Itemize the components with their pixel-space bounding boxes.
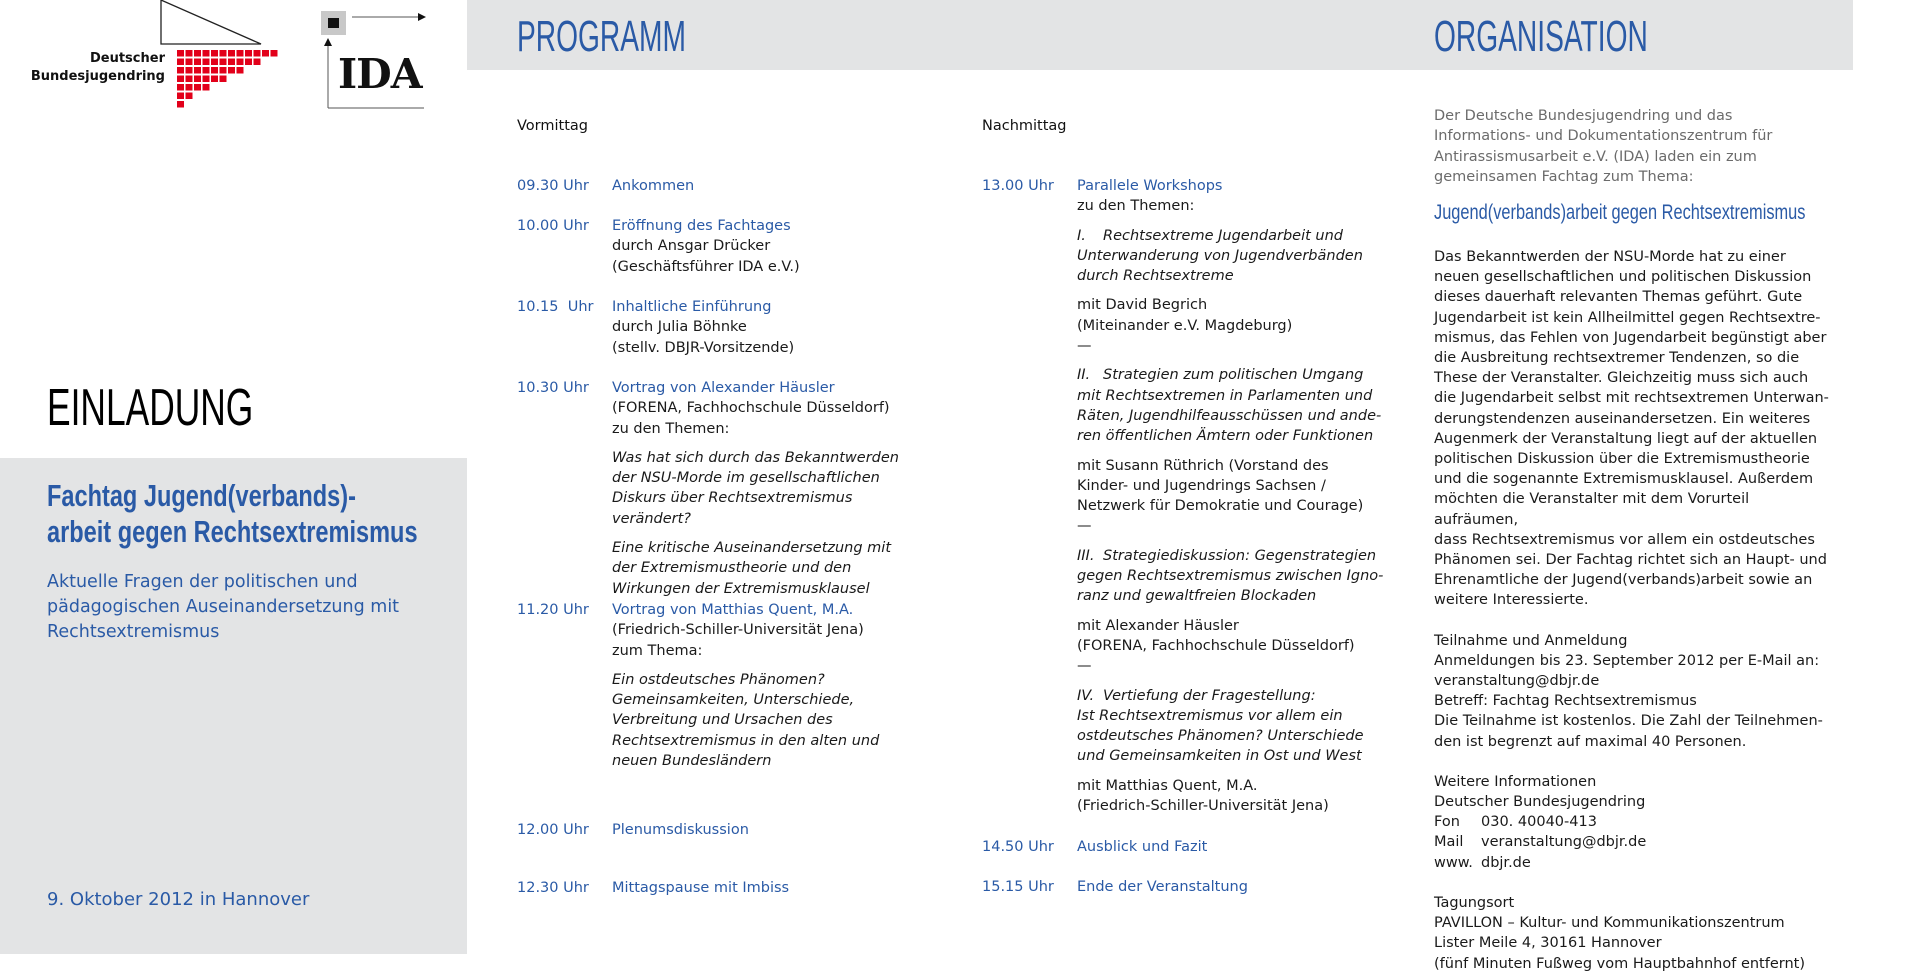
entry-title: Vortrag von Alexander Häusler — [612, 380, 835, 396]
workshop-topic-line: ren öffentlichen Ämtern oder Funktionen — [1077, 428, 1374, 445]
programm-title — [517, 14, 781, 60]
dbjr-logo-square — [254, 59, 261, 66]
workshop-topic-line: und Gemeinsamkeiten in Ost und West — [1077, 748, 1362, 765]
dbjr-logo-square — [186, 76, 193, 83]
contact-key: Fon — [1434, 814, 1460, 831]
dbjr-logo-square — [186, 67, 193, 74]
organisation-subtitle — [1434, 200, 1910, 226]
organisation-body — [1434, 247, 1834, 974]
dbjr-logo-square — [177, 50, 184, 57]
workshop-item — [1077, 226, 1402, 357]
schedule-entry-workshops — [982, 176, 1402, 816]
venue-heading: Tagungsort — [1434, 894, 1515, 911]
organisation-intro — [1434, 106, 1824, 187]
dbjr-logo-square — [203, 50, 210, 57]
registration-line: Betreff: Fachtag Rechtsextremismus — [1434, 693, 1697, 710]
dbjr-logo-square — [177, 84, 184, 91]
registration-email[interactable]: veranstaltung@dbjr.de — [1434, 673, 1600, 690]
workshop-item — [1077, 546, 1402, 677]
registration-section — [1434, 631, 1834, 752]
workshop-topic-line: Strategien zum politischen Umgang — [1103, 367, 1364, 384]
workshop-topic-line: mit Rechtsextremen in Parlamenten und — [1077, 387, 1373, 404]
info-section — [1434, 772, 1834, 873]
nachmittag-label: Nachmittag — [982, 118, 1067, 134]
dbjr-logo-square — [186, 93, 193, 100]
dbjr-logo-square — [211, 67, 218, 74]
event-subtitle: Aktuelle Fragen der politischen und pädagogischen Auseinandersetzung mit Rechtsextremismus — [47, 572, 400, 642]
registration-line: Anmeldungen bis 23. September 2012 per E-Mail an: — [1434, 652, 1820, 669]
invitation-heading-text: EINLADUNG — [47, 379, 254, 437]
schedule-entry — [517, 297, 917, 358]
description-line: mismus, das Fehlen von Jugendarbeit begünstigt aber — [1434, 329, 1827, 346]
invitation-heading — [47, 379, 350, 437]
workshop-topic — [1077, 686, 1402, 706]
entry-title: Ausblick und Fazit — [1077, 839, 1208, 855]
workshop-topic — [1077, 365, 1402, 385]
entry-time: 12.30 Uhr — [517, 880, 589, 896]
entry-title: Vortrag von Matthias Quent, M.A. — [612, 602, 854, 618]
schedule-entry — [517, 378, 917, 599]
venue-line: Lister Meile 4, 30161 Hannover — [1434, 935, 1662, 952]
schedule-entry — [517, 820, 917, 840]
dbjr-logo-text — [31, 50, 165, 86]
registration-heading: Teilnahme und Anmeldung — [1434, 632, 1628, 649]
dbjr-logo-square — [203, 59, 210, 66]
contact-phone — [1434, 812, 1834, 832]
dbjr-logo-square — [177, 67, 184, 74]
workshop-topic-line: Räten, Jugendhilfeausschüssen und ande- — [1077, 407, 1382, 424]
workshop-separator: — — [1077, 658, 1092, 675]
ida-logo-text: IDA — [338, 50, 422, 98]
entry-time: 15.15 Uhr — [982, 879, 1054, 895]
contact-key: www. — [1434, 854, 1473, 871]
schedule-entry — [517, 878, 917, 898]
dbjr-logo-square — [237, 50, 244, 57]
workshop-item — [1077, 686, 1402, 817]
dbjr-logo-square — [194, 50, 201, 57]
dbjr-logo-square — [203, 67, 210, 74]
venue-line: PAVILLON – Kultur- und Kommunikationszentrum — [1434, 915, 1785, 932]
venue-section — [1434, 893, 1834, 974]
description-line: die Ausbreitung rechtsextremer Tendenzen, so die — [1434, 350, 1800, 367]
entry-title: Plenumsdiskussion — [612, 822, 749, 838]
dbjr-logo-square — [228, 67, 235, 74]
dbjr-logo-square — [177, 101, 184, 108]
workshop-topic-line: Unterwanderung von Jugendverbänden — [1077, 247, 1363, 264]
workshop-separator: — — [1077, 518, 1092, 535]
description-line: Jugendarbeit ist kein Allheilmittel gegen Rechtsextre- — [1434, 309, 1821, 326]
description-line: Das Bekanntwerden der NSU-Morde hat zu einer — [1434, 249, 1786, 265]
entry-line: zum Thema: — [612, 642, 703, 659]
entry-time: 14.50 Uhr — [982, 839, 1054, 855]
entry-title: Ende der Veranstaltung — [1077, 879, 1248, 895]
dbjr-logo-square — [177, 59, 184, 66]
contact-email-link[interactable]: veranstaltung@dbjr.de — [1481, 834, 1647, 851]
entry-time: 10.30 Uhr — [517, 380, 589, 396]
entry-title: Eröffnung des Fachtages — [612, 218, 791, 234]
programm-title-text: PROGRAMM — [517, 12, 686, 61]
workshop-topic-line: Vertiefung der Fragestellung: — [1103, 687, 1316, 704]
entry-topic: Ein ostdeutsches Phänomen? Gemeinsamkeiten, Unterschiede, Verbreitung und Ursachen des Rechtsextremismus in den alten und neuen Bundesländern — [612, 671, 880, 770]
dbjr-logo-square — [194, 84, 201, 91]
dbjr-logo-square — [194, 59, 201, 66]
dbjr-logo-line2: Bundesjugendring — [30, 69, 165, 84]
info-org: Deutscher Bundesjugendring — [1434, 794, 1646, 811]
workshop-number: IV. — [1077, 687, 1095, 704]
dbjr-logo-square — [220, 50, 227, 57]
entry-line: durch Ansgar Drücker — [612, 238, 771, 255]
contact-mail — [1434, 832, 1834, 852]
dbjr-logo-square — [237, 67, 244, 74]
entry-time: 12.00 Uhr — [517, 822, 589, 838]
registration-line: Die Teilnahme ist kostenlos. Die Zahl der Teilnehmen- — [1434, 713, 1823, 730]
schedule-entry — [982, 877, 1382, 897]
dbjr-logo-square — [228, 59, 235, 66]
workshop-separator: — — [1077, 338, 1092, 355]
description-line: dieses dauerhaft relevanten Themas geführt. Gute — [1434, 289, 1803, 306]
workshop-item — [1077, 365, 1402, 536]
schedule-entry — [517, 176, 917, 196]
entry-time: 13.00 Uhr — [982, 178, 1054, 194]
description-line: derungstendenzen auseinandersetzen. Ein weiteres — [1434, 410, 1811, 427]
entry-topic: Eine kritische Auseinandersetzung mit der Extremismustheorie und den Wirkungen der Extremismusklausel — [612, 540, 892, 597]
workshop-speaker-org: Netzwerk für Demokratie und Courage) — [1077, 498, 1364, 515]
dbjr-logo-square — [177, 76, 184, 83]
intro-line: gemeinsamen Fachtag zum Thema: — [1434, 168, 1694, 185]
description-line: Phänomen sei. Der Fachtag richtet sich an Haupt- und — [1434, 552, 1827, 569]
description-line: These der Veranstalter. Gleichzeitig muss sich auch — [1434, 370, 1809, 387]
workshop-topic-line: durch Rechtsextreme — [1077, 268, 1234, 285]
dbjr-logo-square — [186, 84, 193, 91]
contact-key: Mail — [1434, 834, 1464, 851]
entry-line: (Friedrich-Schiller-Universität Jena) — [612, 622, 864, 639]
entry-topic: Was hat sich durch das Bekanntwerden der NSU-Morde im gesellschaftlichen Diskurs über Rechtsextremismus verändert? — [612, 449, 899, 527]
dbjr-logo-square — [271, 50, 278, 57]
dbjr-logo — [30, 0, 290, 115]
dbjr-logo-square — [177, 93, 184, 100]
intro-line: Informations- und Dokumentationszentrum für — [1434, 128, 1773, 145]
dbjr-logo-square — [237, 59, 244, 66]
dbjr-logo-square — [186, 50, 193, 57]
description-line: Augenmerk der Veranstaltung liegt auf der aktuellen — [1434, 430, 1818, 447]
dbjr-logo-square — [262, 50, 269, 57]
dbjr-logo-square — [194, 76, 201, 83]
entry-line: (stellv. DBJR-Vorsitzende) — [612, 339, 795, 356]
workshop-speaker: mit Alexander Häusler — [1077, 617, 1239, 634]
dbjr-logo-square — [203, 76, 210, 83]
entry-line: zu den Themen: — [612, 420, 730, 437]
schedule-entry — [517, 600, 917, 771]
dbjr-logo-square — [228, 50, 235, 57]
workshop-speaker-org: Kinder- und Jugendrings Sachsen / — [1077, 477, 1326, 494]
event-title — [47, 478, 535, 550]
workshop-topic-line: gegen Rechtsextremismus zwischen Igno- — [1077, 568, 1384, 585]
contact-web — [1434, 853, 1834, 873]
dbjr-logo-square — [211, 50, 218, 57]
dbjr-logo-square — [245, 50, 252, 57]
dbjr-logo-square — [194, 67, 201, 74]
entry-time: 10.15 Uhr — [517, 299, 594, 315]
event-date: 9. Oktober 2012 in Hannover — [47, 889, 310, 910]
workshop-number: I. — [1077, 227, 1086, 244]
venue-line: (fünf Minuten Fußweg vom Hauptbahnhof entfernt) — [1434, 955, 1806, 972]
contact-web-link[interactable]: dbjr.de — [1481, 854, 1531, 871]
workshop-number: II. — [1077, 367, 1091, 384]
workshop-speaker: mit David Begrich — [1077, 297, 1208, 314]
dbjr-logo-square — [220, 59, 227, 66]
organisation-subtitle-text: Jugend(verbands)arbeit gegen Rechtsextremismus — [1434, 201, 1806, 224]
intro-line: Der Deutsche Bundesjugendring und das — [1434, 108, 1733, 124]
dbjr-logo-line1: Deutscher — [89, 51, 165, 66]
entry-title: Ankommen — [612, 178, 695, 194]
description-line: neuen gesellschaftlichen und politischen Diskussion — [1434, 269, 1812, 286]
organisation-title — [1434, 14, 1768, 60]
workshop-speaker: mit Matthias Quent, M.A. — [1077, 777, 1258, 794]
dbjr-logo-square — [186, 59, 193, 66]
workshop-speaker-org: (FORENA, Fachhochschule Düsseldorf) — [1077, 637, 1355, 654]
description-line: Ehrenamtliche der Jugend(verbands)arbeit sowie an — [1434, 572, 1813, 589]
entry-line: durch Julia Böhnke — [612, 319, 747, 336]
workshop-topic-line: ranz und gewaltfreien Blockaden — [1077, 588, 1317, 605]
description-line: politischen Diskussion über die Extremismustheorie — [1434, 451, 1810, 468]
entry-title: Mittagspause mit Imbiss — [612, 880, 790, 896]
description-line: und die sogenannte Extremismusklausel. Außerdem — [1434, 471, 1814, 488]
workshop-speaker-org: (Miteinander e.V. Magdeburg) — [1077, 317, 1293, 334]
entry-line: zu den Themen: — [1077, 198, 1195, 215]
entry-title: Inhaltliche Einführung — [612, 299, 772, 315]
dbjr-logo-square — [203, 84, 210, 91]
info-heading: Weitere Informationen — [1434, 773, 1597, 790]
event-title-line2: arbeit gegen Rechtsextremismus — [47, 514, 418, 549]
event-title-line1: Fachtag Jugend(verbands)- — [47, 478, 356, 513]
schedule-entry — [517, 216, 917, 277]
entry-time: 10.00 Uhr — [517, 218, 589, 234]
workshop-speaker: mit Susann Rüthrich (Vorstand des — [1077, 457, 1329, 474]
workshop-topic-line: Rechtsextreme Jugendarbeit und — [1103, 227, 1343, 244]
description-line: möchten die Veranstalter mit dem Vorurteil aufräumen, — [1434, 491, 1750, 528]
organisation-title-text: ORGANISATION — [1434, 12, 1648, 61]
description-line: dass Rechtsextremismus vor allem ein ostdeutsches — [1434, 531, 1815, 548]
dbjr-logo-square — [245, 59, 252, 66]
intro-line: Antirassismusarbeit e.V. (IDA) laden ein zum — [1434, 148, 1757, 165]
workshop-number: III. — [1077, 547, 1095, 564]
entry-time: 09.30 Uhr — [517, 178, 589, 194]
description-line: weitere Interessierte. — [1434, 592, 1589, 609]
entry-line: (FORENA, Fachhochschule Düsseldorf) — [612, 400, 890, 417]
dbjr-logo-square — [254, 50, 261, 57]
workshop-topic-line: ostdeutsches Phänomen? Unterschiede — [1077, 728, 1364, 745]
schedule-entry — [982, 837, 1382, 857]
entry-line: (Geschäftsführer IDA e.V.) — [612, 258, 800, 275]
workshop-topic-line: Strategiediskussion: Gegenstrategien — [1103, 547, 1377, 564]
dbjr-logo-square — [211, 76, 218, 83]
ida-logo — [318, 8, 428, 113]
workshop-topic — [1077, 546, 1402, 566]
organisation-description — [1434, 247, 1834, 611]
dbjr-logo-square — [220, 76, 227, 83]
dbjr-logo-square — [220, 67, 227, 74]
entry-time: 11.20 Uhr — [517, 602, 589, 618]
dbjr-logo-square — [211, 59, 218, 66]
workshop-speaker-org: (Friedrich-Schiller-Universität Jena) — [1077, 798, 1329, 815]
workshop-topic-line: Ist Rechtsextremismus vor allem ein — [1077, 707, 1343, 724]
vormittag-label: Vormittag — [517, 118, 588, 134]
entry-title: Parallele Workshops — [1077, 178, 1223, 194]
description-line: die Jugendarbeit selbst mit rechtsextremen Unterwan- — [1434, 390, 1829, 407]
contact-value: 030. 40040-413 — [1481, 814, 1597, 831]
workshop-topic — [1077, 226, 1402, 246]
registration-line: den ist begrenzt auf maximal 40 Personen. — [1434, 733, 1747, 750]
